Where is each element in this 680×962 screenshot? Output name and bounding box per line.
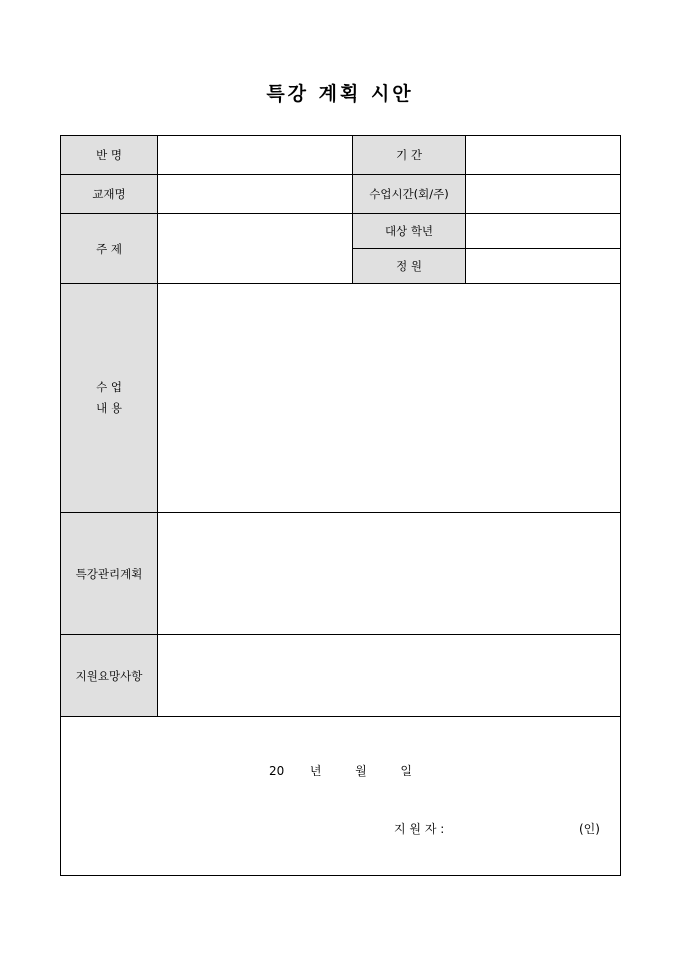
management-plan-field[interactable] <box>158 513 620 635</box>
day-label: 일 <box>400 764 413 778</box>
support-request-field[interactable] <box>158 635 620 717</box>
class-hours-label: 수업시간(회/주) <box>353 175 466 214</box>
subject-label: 주 제 <box>61 214 158 284</box>
class-name-label: 반 명 <box>61 136 158 175</box>
year-label: 년 <box>309 764 322 778</box>
month-label: 월 <box>355 764 367 778</box>
capacity-label: 정 원 <box>353 249 466 284</box>
textbook-label: 교재명 <box>61 175 158 214</box>
lecture-plan-form <box>60 135 621 876</box>
class-hours-field[interactable] <box>466 175 620 214</box>
seal-mark: (인) <box>579 822 600 836</box>
period-label: 기 간 <box>353 136 466 175</box>
class-name-field[interactable] <box>158 136 353 175</box>
target-grade-label: 대상 학년 <box>353 214 466 249</box>
capacity-field[interactable] <box>466 249 620 284</box>
textbook-field[interactable] <box>158 175 353 214</box>
content-label <box>61 284 158 513</box>
support-request-label: 지원요망사항 <box>61 635 158 717</box>
content-label-line1: 수 업 <box>96 380 122 394</box>
management-plan-label: 특강관리계획 <box>61 513 158 635</box>
subject-field[interactable] <box>158 214 353 284</box>
content-label-line2: 내 용 <box>96 401 122 415</box>
target-grade-field[interactable] <box>466 214 620 249</box>
applicant-label: 지 원 자 : <box>394 822 445 836</box>
content-field[interactable] <box>158 284 620 513</box>
date-line <box>61 762 620 779</box>
document-title: 특강 계획 시안 <box>266 83 414 105</box>
year-prefix: 20 <box>268 764 285 778</box>
period-field[interactable] <box>466 136 620 175</box>
signature-section <box>61 717 620 875</box>
